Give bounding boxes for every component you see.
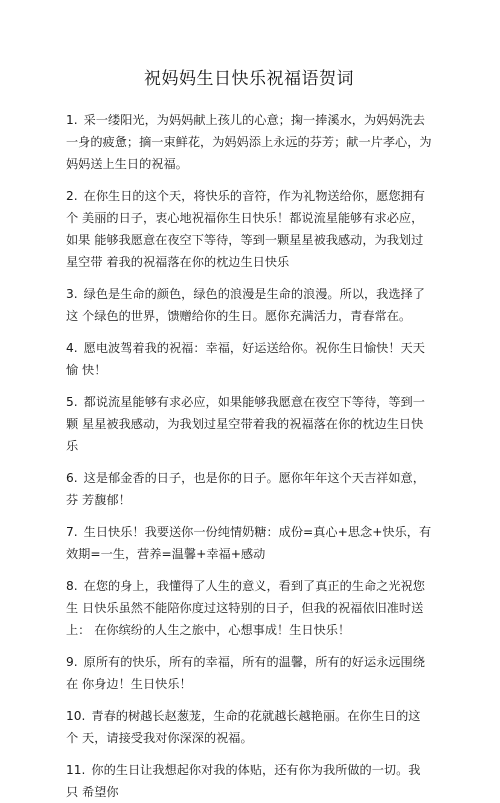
list-item [66, 337, 432, 381]
item-text: 都说流星能够有求必应，如果能够我愿意在夜空下等待，等到一颗 星星被我感动，为我划过星空带着我的祝福落在你的枕边生日快乐 [66, 395, 425, 453]
item-number: 7. [66, 525, 78, 539]
item-number: 1. [66, 113, 78, 127]
item-text: 青春的树越长赵葱茏，生命的花就越长越艳丽。在你生日的这个 天，请接受我对你深深的祝福。 [66, 709, 421, 745]
list-item [66, 185, 432, 273]
list-item [66, 109, 432, 175]
item-number: 6. [66, 471, 78, 485]
list-item [66, 575, 432, 641]
item-number: 10. [66, 709, 86, 723]
list-item [66, 283, 432, 327]
item-text: 这是郁金香的日子，也是你的日子。愿你年年这个天吉祥如意，芬 芳馥郁！ [66, 471, 425, 507]
item-number: 2. [66, 189, 78, 203]
item-number: 8. [66, 579, 78, 593]
list-item [66, 391, 432, 457]
item-number: 11. [66, 763, 86, 777]
item-text: 生日快乐！我要送你一份纯情奶糖：成份=真心+思念+快乐，有 效期=一生，营养=温馨+幸福+感动 [66, 525, 432, 561]
item-text: 绿色是生命的颜色，绿色的浪漫是生命的浪漫。所以，我选择了这 个绿色的世界，馈赠给你的生日。愿你充满活力，青春常在。 [66, 287, 425, 323]
list-item [66, 705, 432, 749]
list-item [66, 651, 432, 695]
item-number: 4. [66, 341, 78, 355]
item-text: 在您的身上，我懂得了人生的意义，看到了真正的生命之光祝您生 日快乐虽然不能陪你度过这特别的日子，但我的祝福依旧准时送上： 在你缤纷的人生之旅中，心想事成！生日快乐！ [66, 579, 425, 637]
list-item [66, 759, 432, 803]
list-item [66, 521, 432, 565]
item-text: 采一缕阳光，为妈妈献上孩儿的心意；掬一捧溪水，为妈妈洗去 一身的疲惫；摘一束鲜花，为妈妈添上永远的芬芳；献一片孝心，为 妈妈送上生日的祝福。 [66, 113, 432, 171]
item-text: 原所有的快乐，所有的幸福，所有的温馨，所有的好运永远围绕在 你身边！生日快乐！ [66, 655, 425, 691]
item-number: 5. [66, 395, 78, 409]
list-item [66, 467, 432, 511]
item-text: 你的生日让我想起你对我的体贴，还有你为我所做的一切。我只 希望你 [66, 763, 421, 799]
item-number: 3. [66, 287, 78, 301]
item-text: 愿电波驾着我的祝福：幸福，好运送给你。祝你生日愉快！天天愉 快！ [66, 341, 425, 377]
item-number: 9. [66, 655, 78, 669]
page-title: 祝妈妈生日快乐祝福语贺词 [144, 69, 354, 89]
item-text: 在你生日的这个天，将快乐的音符，作为礼物送给你，愿您拥有个 美丽的日子，衷心地祝福你生日快乐！都说流星能够有求必应，如果 能够我愿意在夜空下等待，等到一颗星星被我感动，为我划过星空带 着我的祝福落在你的枕边生日快乐 [66, 189, 425, 269]
